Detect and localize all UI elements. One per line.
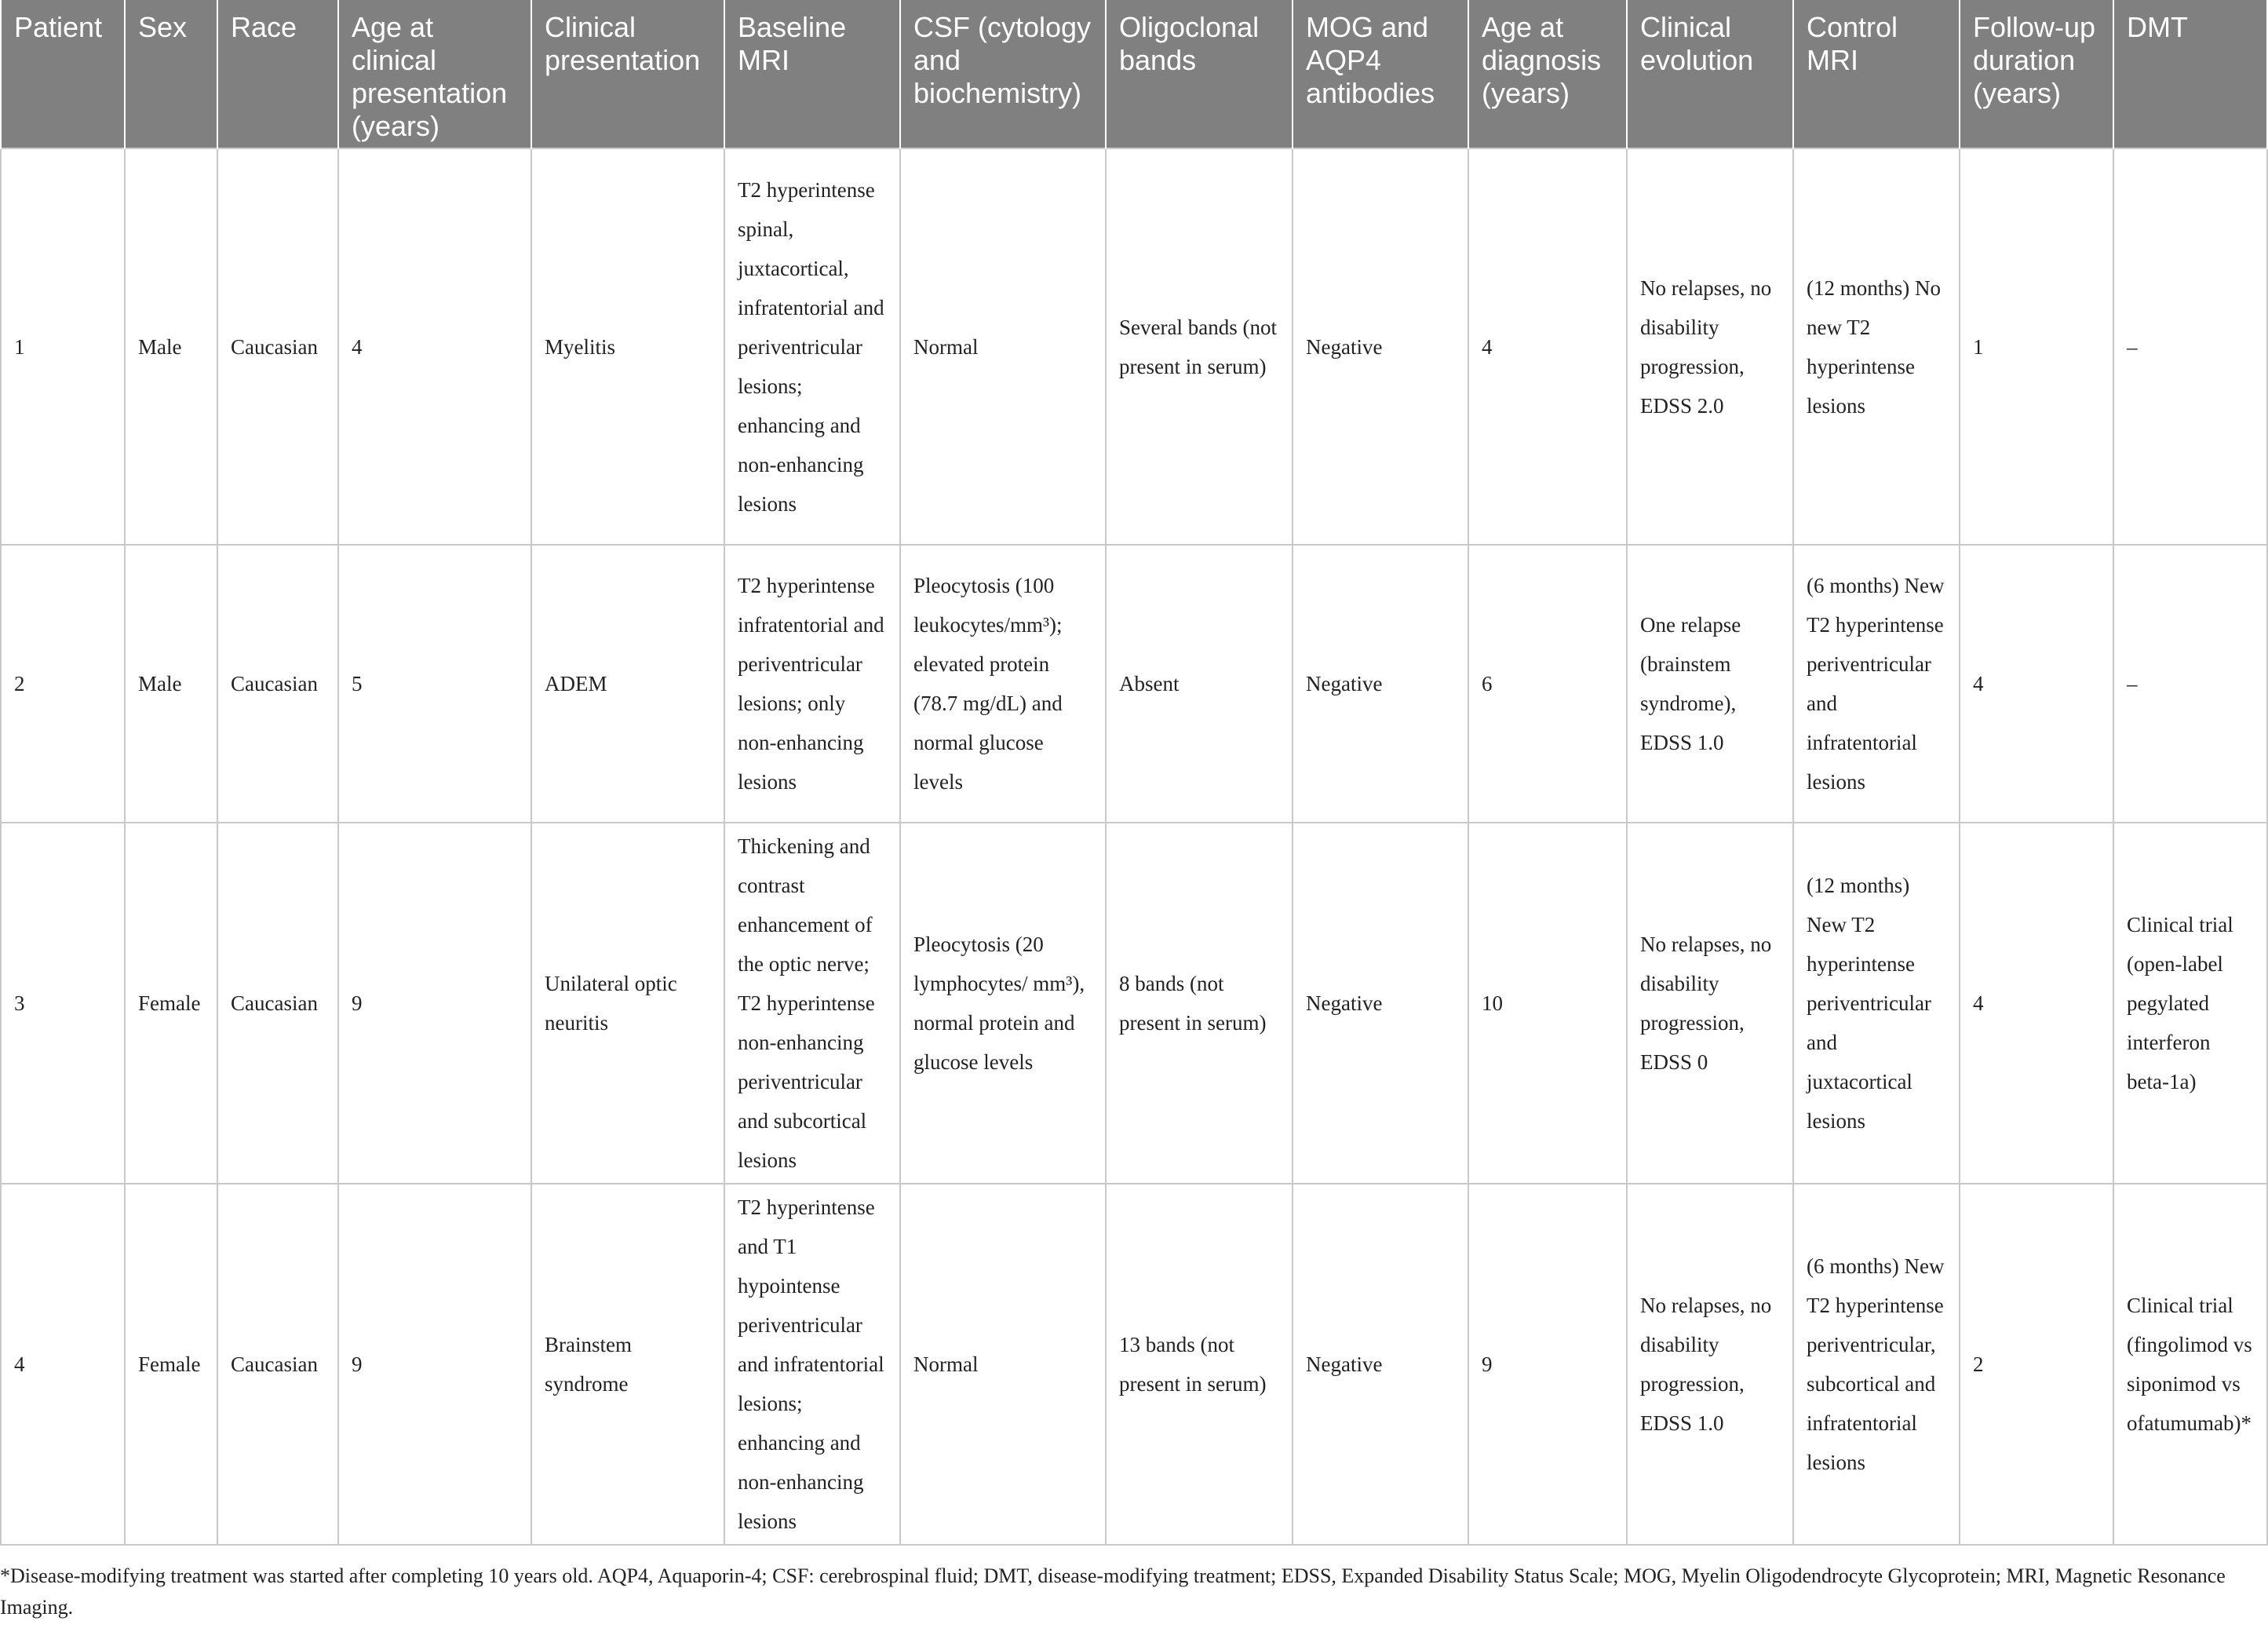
header-sex: Sex <box>125 0 217 148</box>
header-control-mri: Control MRI <box>1793 0 1960 148</box>
header-clinical-evolution: Clinical evolution <box>1627 0 1793 148</box>
table-footnote: *Disease-modifying treatment was started after completing 10 years old. AQP4, Aquaporin-4; CSF: cerebrospinal fluid; DMT, disease-modifying treatment; EDSS, Expanded Disability Status Scale; MOG, Myelin Oligodendrocyte Glycoprotein; MRI, Magnetic Resonance Imaging. <box>0 1564 2226 1619</box>
cell-dmt: Clinical trial (open-label pegylated interferon beta-1a) <box>2113 823 2267 1184</box>
header-baseline-mri: Baseline MRI <box>724 0 900 148</box>
header-age-at-diagnosis: Age at diagnosis (years) <box>1468 0 1627 148</box>
cell-mog-aqp4: Negative <box>1293 545 1468 823</box>
cell-sex: Male <box>125 148 217 545</box>
cell-clinical-evolution: No relapses, no disability progression, EDSS 2.0 <box>1627 148 1793 545</box>
cell-clinical-presentation: Myelitis <box>531 148 724 545</box>
cell-follow-up-duration: 4 <box>1960 545 2113 823</box>
header-row <box>1 0 2267 148</box>
cell-control-mri: (6 months) New T2 hyperintense periventricular and infratentorial lesions <box>1793 545 1960 823</box>
cell-oligoclonal-bands: 8 bands (not present in serum) <box>1106 823 1293 1184</box>
header-patient: Patient <box>1 0 125 148</box>
header-age-at-presentation: Age at clinical presentation (years) <box>338 0 531 148</box>
cell-patient: 3 <box>1 823 125 1184</box>
cell-dmt: – <box>2113 148 2267 545</box>
header-clinical-presentation: Clinical presentation <box>531 0 724 148</box>
table-row <box>1 545 2267 823</box>
cell-clinical-presentation: ADEM <box>531 545 724 823</box>
header-race: Race <box>217 0 338 148</box>
cell-sex: Male <box>125 545 217 823</box>
cell-sex: Female <box>125 1184 217 1545</box>
table-row <box>1 823 2267 1184</box>
cell-race: Caucasian <box>217 823 338 1184</box>
cell-oligoclonal-bands: 13 bands (not present in serum) <box>1106 1184 1293 1545</box>
cell-baseline-mri: T2 hyperintense infratentorial and periventricular lesions; only non-enhancing lesions <box>724 545 900 823</box>
cell-age-at-diagnosis: 10 <box>1468 823 1627 1184</box>
cell-csf: Pleocytosis (100 leukocytes/mm³); elevated protein (78.7 mg/dL) and normal glucose levels <box>900 545 1106 823</box>
cell-mog-aqp4: Negative <box>1293 148 1468 545</box>
cell-age-at-presentation: 5 <box>338 545 531 823</box>
header-oligoclonal-bands: Oligoclonal bands <box>1106 0 1293 148</box>
cell-follow-up-duration: 4 <box>1960 823 2113 1184</box>
cell-baseline-mri: T2 hyperintense spinal, juxtacortical, infratentorial and periventricular lesions; enhancing and non-enhancing lesions <box>724 148 900 545</box>
cell-csf: Normal <box>900 148 1106 545</box>
cell-follow-up-duration: 1 <box>1960 148 2113 545</box>
cell-age-at-presentation: 9 <box>338 1184 531 1545</box>
cell-clinical-evolution: No relapses, no disability progression, EDSS 1.0 <box>1627 1184 1793 1545</box>
cell-race: Caucasian <box>217 148 338 545</box>
cell-age-at-diagnosis: 9 <box>1468 1184 1627 1545</box>
cell-sex: Female <box>125 823 217 1184</box>
cell-mog-aqp4: Negative <box>1293 823 1468 1184</box>
cell-oligoclonal-bands: Several bands (not present in serum) <box>1106 148 1293 545</box>
cell-oligoclonal-bands: Absent <box>1106 545 1293 823</box>
cell-race: Caucasian <box>217 1184 338 1545</box>
cell-age-at-diagnosis: 6 <box>1468 545 1627 823</box>
cell-control-mri: (12 months) No new T2 hyperintense lesions <box>1793 148 1960 545</box>
cell-patient: 2 <box>1 545 125 823</box>
header-dmt: DMT <box>2113 0 2267 148</box>
header-csf: CSF (cytology and biochemistry) <box>900 0 1106 148</box>
cell-dmt: Clinical trial (fingolimod vs siponimod vs ofatumumab)* <box>2113 1184 2267 1545</box>
cell-age-at-presentation: 4 <box>338 148 531 545</box>
cell-dmt: – <box>2113 545 2267 823</box>
cell-patient: 1 <box>1 148 125 545</box>
cell-clinical-evolution: No relapses, no disability progression, EDSS 0 <box>1627 823 1793 1184</box>
cell-csf: Pleocytosis (20 lymphocytes/ mm³), normal protein and glucose levels <box>900 823 1106 1184</box>
cell-control-mri: (6 months) New T2 hyperintense periventricular, subcortical and infratentorial lesions <box>1793 1184 1960 1545</box>
table-row <box>1 1184 2267 1545</box>
header-mog-aqp4: MOG and AQP4 antibodies <box>1293 0 1468 148</box>
cell-csf: Normal <box>900 1184 1106 1545</box>
cell-mog-aqp4: Negative <box>1293 1184 1468 1545</box>
cell-age-at-diagnosis: 4 <box>1468 148 1627 545</box>
cell-baseline-mri: Thickening and contrast enhancement of the optic nerve; T2 hyperintense non-enhancing periventricular and subcortical lesions <box>724 823 900 1184</box>
cell-baseline-mri: T2 hyperintense and T1 hypointense periventricular and infratentorial lesions; enhancing and non-enhancing lesions <box>724 1184 900 1545</box>
cell-race: Caucasian <box>217 545 338 823</box>
cell-clinical-presentation: Brainstem syndrome <box>531 1184 724 1545</box>
cell-clinical-presentation: Unilateral optic neuritis <box>531 823 724 1184</box>
table-row <box>1 148 2267 545</box>
cell-age-at-presentation: 9 <box>338 823 531 1184</box>
cell-control-mri: (12 months) New T2 hyperintense periventricular and juxtacortical lesions <box>1793 823 1960 1184</box>
cell-patient: 4 <box>1 1184 125 1545</box>
header-follow-up-duration: Follow-up duration (years) <box>1960 0 2113 148</box>
cell-clinical-evolution: One relapse (brainstem syndrome), EDSS 1.0 <box>1627 545 1793 823</box>
cell-follow-up-duration: 2 <box>1960 1184 2113 1545</box>
